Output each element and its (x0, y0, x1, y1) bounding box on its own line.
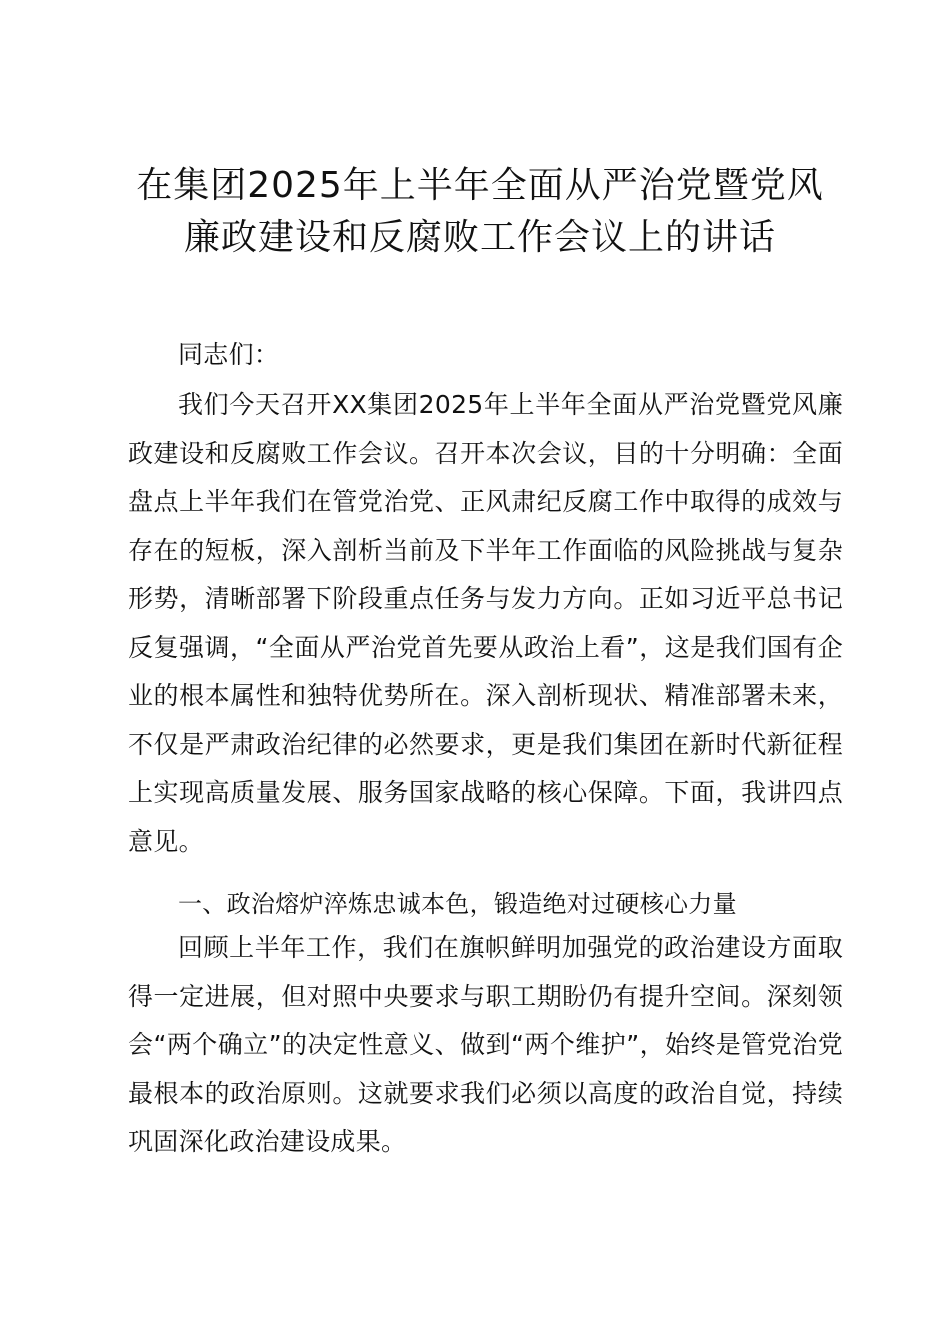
section-1-paragraph: 回顾上半年工作，我们在旗帜鲜明加强党的政治建设方面取得一定进展，但对照中央要求与职工期盼仍有提升空间。深刻领会“两个确立”的决定性意义、做到“两个维护”，始终是管党治党最根本的政治原则。这就要求我们必须以高度的政治自觉，持续巩固深化政治建设成果。 (128, 933, 843, 1156)
section-heading-1: 一、政治熔炉淬炼忠诚本色，锻造绝对过硬核心力量 (178, 890, 737, 918)
opening-paragraph: 我们今天召开XX集团2025年上半年全面从严治党暨党风廉政建设和反腐败工作会议。召开本次会议，目的十分明确：全面盘点上半年我们在管党治党、正风肃纪反腐工作中取得的成效与存在的短板，深入剖析当前及下半年工作面临的风险挑战与复杂形势，清晰部署下阶段重点任务与发力方向。正如习近平总书记反复强调，“全面从严治党首先要从政治上看”，这是我们国有企业的根本属性和独特优势所在。深入剖析现状、精准部署未来，不仅是严肃政治纪律的必然要求，更是我们集团在新时代新征程上实现高质量发展、服务国家战略的核心保障。下面，我讲四点意见。 (128, 390, 843, 856)
salutation: 同志们： (178, 340, 280, 369)
document-title: 在集团2025年上半年全面从严治党暨党风廉政建设和反腐败工作会议上的讲话 (136, 165, 824, 258)
